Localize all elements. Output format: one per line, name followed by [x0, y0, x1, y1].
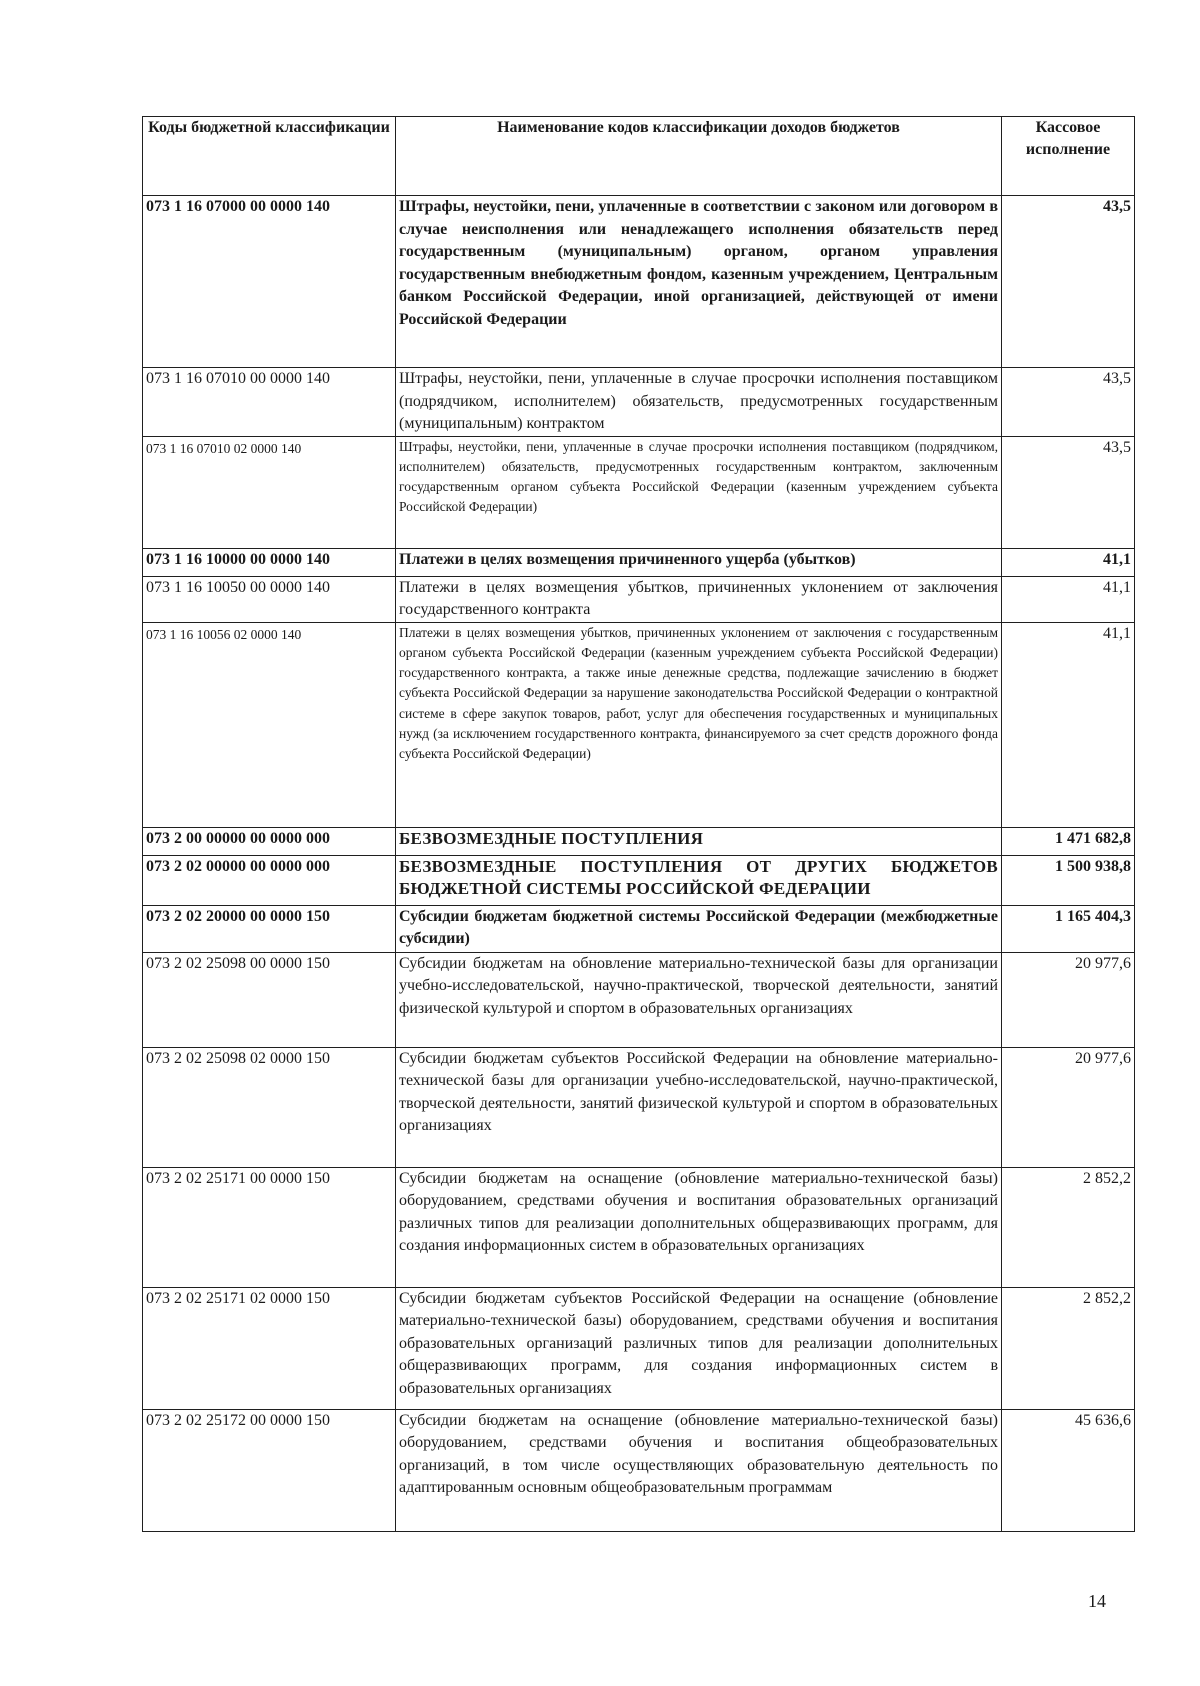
header-code: Коды бюджетной классификации: [143, 117, 396, 196]
table-row: [143, 905, 1135, 952]
row-value: 20 977,6: [1002, 1047, 1135, 1167]
row-value: 41,1: [1002, 622, 1135, 827]
row-code: 073 2 02 25098 02 0000 150: [143, 1047, 396, 1167]
row-name: Платежи в целях возмещения причиненного ущерба (убытков): [396, 548, 1002, 576]
row-name: Штрафы, неустойки, пени, уплаченные в случае просрочки исполнения поставщиком (подрядчиком, исполнителем) обязательств, предусмотренных государственным (муниципальным) контрактом: [396, 368, 1002, 437]
row-name: Субсидии бюджетам на обновление материально-технической базы для организации учебно-исследовательской, научно-практической, творческой деятельности, занятий физической культурой и спортом в образовательных организациях: [396, 952, 1002, 1047]
row-code: 073 1 16 10000 00 0000 140: [143, 548, 396, 576]
row-code: 073 2 02 25171 02 0000 150: [143, 1287, 396, 1409]
table-row: [143, 1167, 1135, 1287]
table-row: [143, 436, 1135, 548]
row-name: БЕЗВОЗМЕЗДНЫЕ ПОСТУПЛЕНИЯ: [396, 827, 1002, 855]
table-row: [143, 548, 1135, 576]
page-number: 14: [1088, 1591, 1106, 1611]
row-code: 073 2 02 25172 00 0000 150: [143, 1409, 396, 1531]
header-name: Наименование кодов классификации доходов бюджетов: [396, 117, 1002, 196]
row-code: 073 1 16 07000 00 0000 140: [143, 196, 396, 368]
row-name: Субсидии бюджетам на оснащение (обновление материально-технической базы) оборудованием, средствами обучения и воспитания образовательных организаций различных типов для реализации дополнительных общеразвивающих программ, для создания информационных систем в образовательных организациях: [396, 1167, 1002, 1287]
row-code: 073 2 02 25098 00 0000 150: [143, 952, 396, 1047]
row-value: 43,5: [1002, 196, 1135, 368]
budget-table: [142, 116, 1135, 1532]
row-value: 43,5: [1002, 368, 1135, 437]
row-name: Субсидии бюджетам бюджетной системы Российской Федерации (межбюджетные субсидии): [396, 905, 1002, 952]
row-value: 20 977,6: [1002, 952, 1135, 1047]
table-row: [143, 1047, 1135, 1167]
row-name: Штрафы, неустойки, пени, уплаченные в соответствии с законом или договором в случае неисполнения или ненадлежащего исполнения обязательств перед государственным (муниципальным) органом, органом управления государственным внебюджетным фондом, казенным учреждением, Центральным банком Российской Федерации, иной организацией, действующей от имени Российской Федерации: [396, 196, 1002, 368]
row-value: 2 852,2: [1002, 1167, 1135, 1287]
row-value: 43,5: [1002, 436, 1135, 548]
row-name: Платежи в целях возмещения убытков, причиненных уклонением от заключения с государственным органом субъекта Российской Федерации (казенным учреждением субъекта Российской Федерации) государственного контракта, а также иные денежные средства, подлежащие зачислению в бюджет субъекта Российской Федерации за нарушение законодательства Российской Федерации о контрактной системе в сфере закупок товаров, работ, услуг для обеспечения государственных и муниципальных нужд (за исключением государственного контракта, финансируемого за счет средств дорожного фонда субъекта Российской Федерации): [396, 622, 1002, 827]
table-row: [143, 622, 1135, 827]
row-value: 45 636,6: [1002, 1409, 1135, 1531]
table-row: [143, 576, 1135, 622]
row-code: 073 2 00 00000 00 0000 000: [143, 827, 396, 855]
row-value: 41,1: [1002, 548, 1135, 576]
row-name: Платежи в целях возмещения убытков, причиненных уклонением от заключения государственного контракта: [396, 576, 1002, 622]
row-code: 073 2 02 00000 00 0000 000: [143, 855, 396, 905]
table-row: [143, 855, 1135, 905]
row-value: 1 471 682,8: [1002, 827, 1135, 855]
budget-table-wrapper: [142, 116, 1135, 1532]
table-row: [143, 1287, 1135, 1409]
row-code: 073 2 02 20000 00 0000 150: [143, 905, 396, 952]
row-code: 073 1 16 10050 00 0000 140: [143, 576, 396, 622]
table-row: [143, 827, 1135, 855]
row-value: 1 500 938,8: [1002, 855, 1135, 905]
row-value: 41,1: [1002, 576, 1135, 622]
row-name: Субсидии бюджетам на оснащение (обновление материально-технической базы) оборудованием, средствами обучения и воспитания общеобразовательных организаций, в том числе осуществляющих образовательную деятельность по адаптированным основным общеобразовательным программам: [396, 1409, 1002, 1531]
table-row: [143, 952, 1135, 1047]
table-row: [143, 368, 1135, 437]
row-name: БЕЗВОЗМЕЗДНЫЕ ПОСТУПЛЕНИЯ ОТ ДРУГИХ БЮДЖЕТОВ БЮДЖЕТНОЙ СИСТЕМЫ РОССИЙСКОЙ ФЕДЕРАЦИИ: [396, 855, 1002, 905]
row-name: Субсидии бюджетам субъектов Российской Федерации на обновление материально-технической базы для организации учебно-исследовательской, научно-практической, творческой деятельности, занятий физической культурой и спортом в образовательных организациях: [396, 1047, 1002, 1167]
table-header-row: [143, 117, 1135, 196]
row-code: 073 2 02 25171 00 0000 150: [143, 1167, 396, 1287]
row-code: 073 1 16 07010 02 0000 140: [143, 436, 396, 548]
table-row: [143, 196, 1135, 368]
row-name: Субсидии бюджетам субъектов Российской Федерации на оснащение (обновление материально-технической базы) оборудованием, средствами обучения и воспитания образовательных организаций различных типов для реализации дополнительных общеразвивающих программ, для создания информационных систем в образовательных организациях: [396, 1287, 1002, 1409]
table-row: [143, 1409, 1135, 1531]
row-code: 073 1 16 07010 00 0000 140: [143, 368, 396, 437]
row-code: 073 1 16 10056 02 0000 140: [143, 622, 396, 827]
header-value: Кассовое исполнение: [1002, 117, 1135, 196]
row-value: 1 165 404,3: [1002, 905, 1135, 952]
row-name: Штрафы, неустойки, пени, уплаченные в случае просрочки исполнения поставщиком (подрядчиком, исполнителем) обязательств, предусмотренных государственным контрактом, заключенным государственным органом субъекта Российской Федерации (казенным учреждением субъекта Российской Федерации): [396, 436, 1002, 548]
row-value: 2 852,2: [1002, 1287, 1135, 1409]
